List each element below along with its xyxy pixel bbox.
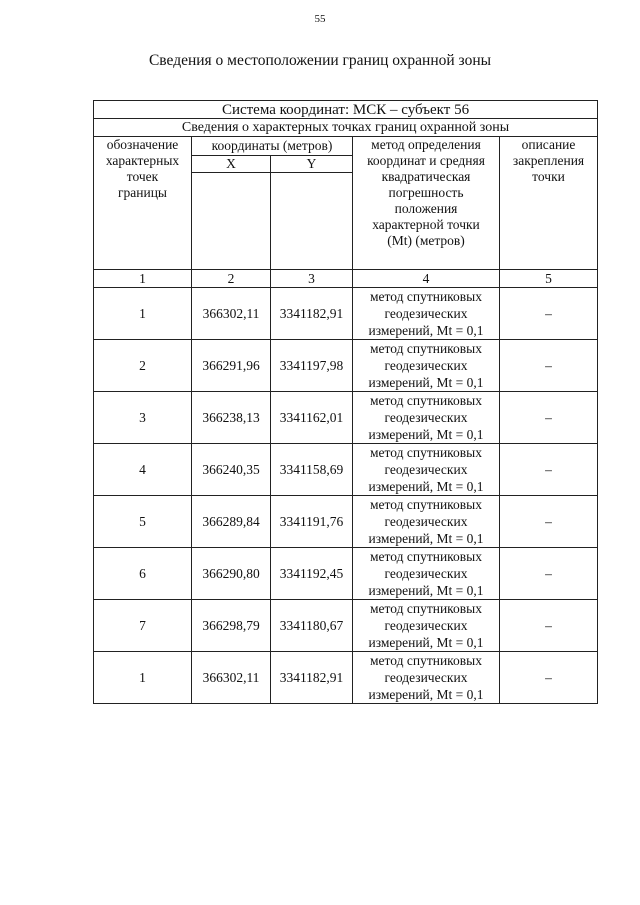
coordinate-system-row bbox=[94, 101, 598, 119]
x-cell: 366240,35 bbox=[192, 444, 271, 496]
point-cell: 2 bbox=[94, 340, 192, 392]
point-cell: 7 bbox=[94, 600, 192, 652]
method-line: измерений, Mt = 0,1 bbox=[368, 583, 484, 598]
description-cell: – bbox=[500, 340, 598, 392]
description-cell: – bbox=[500, 392, 598, 444]
coordinate-system-cell: Система координат: МСК – субъект 56 bbox=[94, 101, 598, 119]
description-cell: – bbox=[500, 652, 598, 704]
method-cell bbox=[353, 340, 500, 392]
y-cell: 3341180,67 bbox=[271, 600, 353, 652]
column-number: 5 bbox=[500, 270, 598, 288]
column-number: 4 bbox=[353, 270, 500, 288]
boundary-points-table bbox=[93, 100, 598, 704]
y-cell: 3341197,98 bbox=[271, 340, 353, 392]
y-cell: 3341182,91 bbox=[271, 652, 353, 704]
table-body bbox=[94, 101, 598, 704]
method-cell bbox=[353, 392, 500, 444]
method-line: геодезических bbox=[384, 410, 468, 425]
x-cell: 366289,84 bbox=[192, 496, 271, 548]
method-line: метод спутниковых bbox=[370, 341, 482, 356]
method-line: геодезических bbox=[384, 358, 468, 373]
description-cell: – bbox=[500, 444, 598, 496]
document-title: Сведения о местоположении границ охранной зоны bbox=[148, 52, 492, 69]
method-cell bbox=[353, 600, 500, 652]
method-line: измерений, Mt = 0,1 bbox=[368, 687, 484, 702]
header-point-line: границы bbox=[117, 185, 168, 200]
header-point-line: характерных bbox=[105, 153, 180, 168]
header-desc-line: закрепления bbox=[512, 153, 585, 168]
table-row bbox=[94, 444, 598, 496]
point-cell: 6 bbox=[94, 548, 192, 600]
section-title-row bbox=[94, 119, 598, 137]
method-line: измерений, Mt = 0,1 bbox=[368, 479, 484, 494]
header-desc-line: описание bbox=[521, 137, 576, 152]
header-coordinates: координаты (метров) bbox=[192, 137, 353, 156]
header-method-line: положения bbox=[394, 201, 458, 216]
method-line: измерений, Mt = 0,1 bbox=[368, 427, 484, 442]
x-cell: 366290,80 bbox=[192, 548, 271, 600]
table-row bbox=[94, 496, 598, 548]
point-cell: 3 bbox=[94, 392, 192, 444]
page-number: 55 bbox=[314, 13, 326, 25]
description-cell: – bbox=[500, 600, 598, 652]
method-line: измерений, Mt = 0,1 bbox=[368, 531, 484, 546]
point-cell: 1 bbox=[94, 288, 192, 340]
column-numbers-row bbox=[94, 270, 598, 288]
column-number: 2 bbox=[192, 270, 271, 288]
description-cell: – bbox=[500, 496, 598, 548]
header-y: Y bbox=[271, 156, 353, 173]
table-row bbox=[94, 340, 598, 392]
description-cell: – bbox=[500, 288, 598, 340]
x-cell: 366302,11 bbox=[192, 288, 271, 340]
header-point-designation bbox=[94, 137, 192, 270]
header-method bbox=[353, 137, 500, 270]
x-cell: 366298,79 bbox=[192, 600, 271, 652]
column-number: 3 bbox=[271, 270, 353, 288]
header-method-line: метод определения bbox=[371, 137, 481, 152]
header-description bbox=[500, 137, 598, 270]
method-line: геодезических bbox=[384, 462, 468, 477]
method-cell bbox=[353, 288, 500, 340]
method-line: метод спутниковых bbox=[370, 289, 482, 304]
header-method-line: характерной точки bbox=[372, 217, 480, 232]
x-cell: 366238,13 bbox=[192, 392, 271, 444]
method-line: метод спутниковых bbox=[370, 393, 482, 408]
y-cell: 3341191,76 bbox=[271, 496, 353, 548]
table-row bbox=[94, 392, 598, 444]
x-cell: 366291,96 bbox=[192, 340, 271, 392]
header-y-blank bbox=[271, 173, 353, 270]
method-cell bbox=[353, 496, 500, 548]
point-cell: 5 bbox=[94, 496, 192, 548]
header-x: X bbox=[192, 156, 271, 173]
method-cell bbox=[353, 652, 500, 704]
header-method-line: координат и средняя bbox=[367, 153, 485, 168]
method-line: геодезических bbox=[384, 306, 468, 321]
column-number: 1 bbox=[94, 270, 192, 288]
description-cell: – bbox=[500, 548, 598, 600]
header-point-line: точек bbox=[126, 169, 159, 184]
method-line: метод спутниковых bbox=[370, 549, 482, 564]
header-desc-line: точки bbox=[532, 169, 565, 184]
method-line: геодезических bbox=[384, 670, 468, 685]
method-line: геодезических bbox=[384, 566, 468, 581]
header-row bbox=[94, 137, 598, 156]
method-line: геодезических bbox=[384, 514, 468, 529]
table-row bbox=[94, 600, 598, 652]
header-x-blank bbox=[192, 173, 271, 270]
method-line: метод спутниковых bbox=[370, 445, 482, 460]
table-row bbox=[94, 652, 598, 704]
point-cell: 4 bbox=[94, 444, 192, 496]
method-line: метод спутниковых bbox=[370, 601, 482, 616]
method-line: измерений, Mt = 0,1 bbox=[368, 375, 484, 390]
y-cell: 3341162,01 bbox=[271, 392, 353, 444]
y-cell: 3341182,91 bbox=[271, 288, 353, 340]
header-point-line: обозначение bbox=[106, 137, 179, 152]
point-cell: 1 bbox=[94, 652, 192, 704]
method-line: геодезических bbox=[384, 618, 468, 633]
method-line: измерений, Mt = 0,1 bbox=[368, 323, 484, 338]
x-cell: 366302,11 bbox=[192, 652, 271, 704]
y-cell: 3341192,45 bbox=[271, 548, 353, 600]
header-method-line: (Mt) (метров) bbox=[387, 233, 465, 248]
y-cell: 3341158,69 bbox=[271, 444, 353, 496]
method-cell bbox=[353, 548, 500, 600]
method-line: метод спутниковых bbox=[370, 653, 482, 668]
header-method-line: погрешность bbox=[388, 185, 464, 200]
section-title-cell: Сведения о характерных точках границ охранной зоны bbox=[94, 119, 598, 137]
method-line: измерений, Mt = 0,1 bbox=[368, 635, 484, 650]
table-row bbox=[94, 288, 598, 340]
method-line: метод спутниковых bbox=[370, 497, 482, 512]
table-row bbox=[94, 548, 598, 600]
header-method-line: квадратическая bbox=[381, 169, 471, 184]
method-cell bbox=[353, 444, 500, 496]
